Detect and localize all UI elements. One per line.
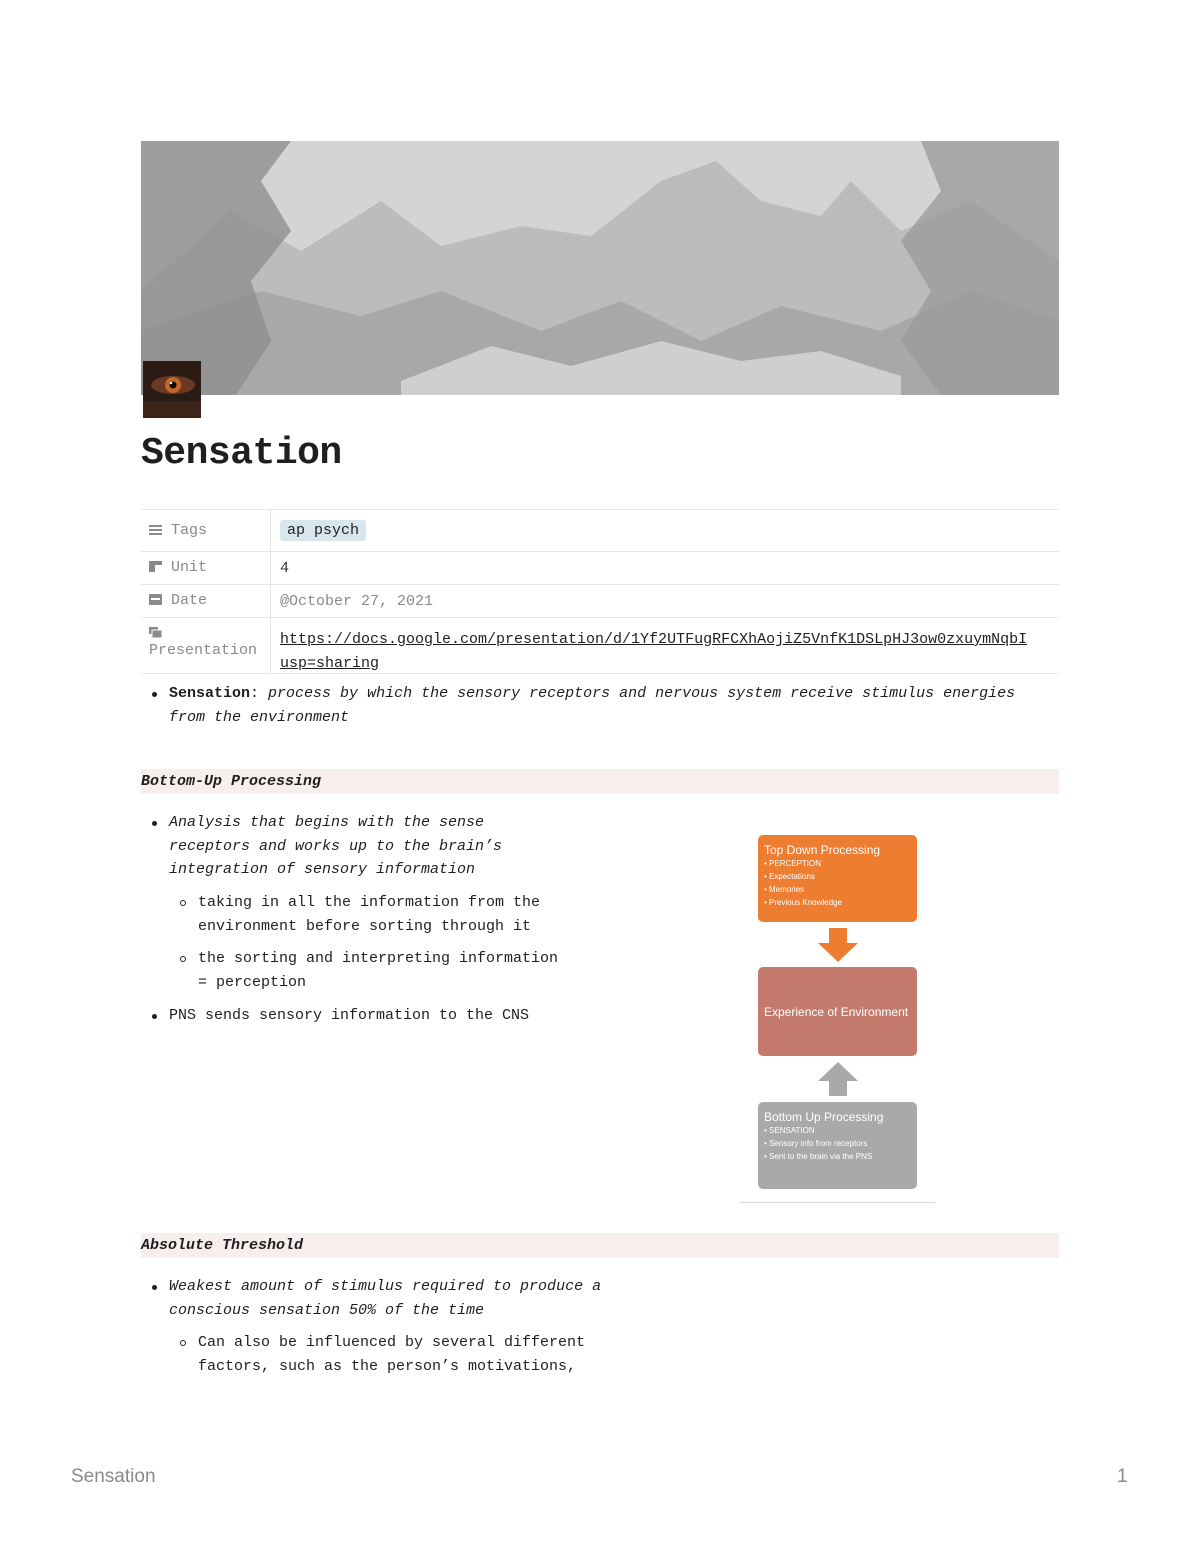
intro-term: Sensation [169,685,251,702]
bottom-up-pns: PNS sends sensory information to the CNS [169,1007,530,1024]
sub-bullet-marker [180,956,186,962]
property-value-date[interactable]: @October 27, 2021 [280,592,434,610]
footer-title: Sensation [71,1466,156,1487]
sub-bullet-marker [180,900,186,906]
property-value-presentation[interactable] [271,618,1059,673]
arrow-down-icon [818,928,858,962]
heading-absolute-threshold: Absolute Threshold [141,1237,304,1254]
property-row-tags [141,510,1059,552]
property-row-date [141,585,1059,618]
bottom-up-definition: Analysis that begins with the sense receptors and works up to the brain’s integration of sensory information [169,814,503,878]
bullet-marker [152,821,157,826]
page-number: 1 [1117,1466,1128,1487]
arrow-up-icon [818,1062,858,1096]
property-key-presentation: Presentation [141,618,271,673]
page-title: Sensation [141,432,342,475]
bottom-up-sub-item: taking in all the information from the environment before sorting through it [198,894,541,935]
bullet-marker [152,692,157,697]
eye-icon[interactable] [143,361,201,418]
list-icon [149,524,162,535]
property-row-unit [141,552,1059,585]
calendar-icon [149,594,162,605]
files-icon [149,627,162,638]
bottom-up-box: Bottom Up Processing • SENSATION • Sensory info from receptors • Sent to the brain via the PNS [758,1102,917,1189]
threshold-definition: Weakest amount of stimulus required to produce a conscious sensation 50% of the time [169,1278,602,1319]
select-icon [149,561,162,572]
property-row-presentation [141,618,1059,674]
experience-box: Experience of Environment [758,967,917,1056]
tag-pill[interactable]: ap psych [280,520,366,541]
bottom-up-sub-item: the sorting and interpreting information = perception [198,950,559,991]
sub-bullet-marker [180,1340,186,1346]
threshold-sub-item: Can also be influenced by several different factors, such as the person’s motivations, [198,1334,586,1375]
property-value-tags[interactable] [271,520,1059,541]
heading-bottom-up: Bottom-Up Processing [141,773,322,790]
processing-diagram [739,830,935,1203]
cover-image [141,141,1059,395]
properties-table [141,509,1059,674]
bullet-marker [152,1285,157,1290]
presentation-link-continued[interactable]: usp=sharing [280,655,380,672]
property-value-unit[interactable]: 4 [280,559,290,577]
property-key-unit: Unit [141,552,271,584]
intro-definition: Sensation: process by which the sensory receptors and nervous system receive stimulus energies from the environment [169,685,1016,726]
top-down-box: Top Down Processing • PERCEPTION • Expectations • Memories • Previous Knowledge [758,835,917,922]
bullet-marker [152,1014,157,1019]
property-key-date: Date [141,585,271,617]
property-key-tags: Tags [141,510,271,551]
presentation-link[interactable]: https://docs.google.com/presentation/d/1Yf2UTFugRFCXhAojiZ5VnfK1DSLpHJ3ow0zxuymNqbI [280,631,1028,648]
